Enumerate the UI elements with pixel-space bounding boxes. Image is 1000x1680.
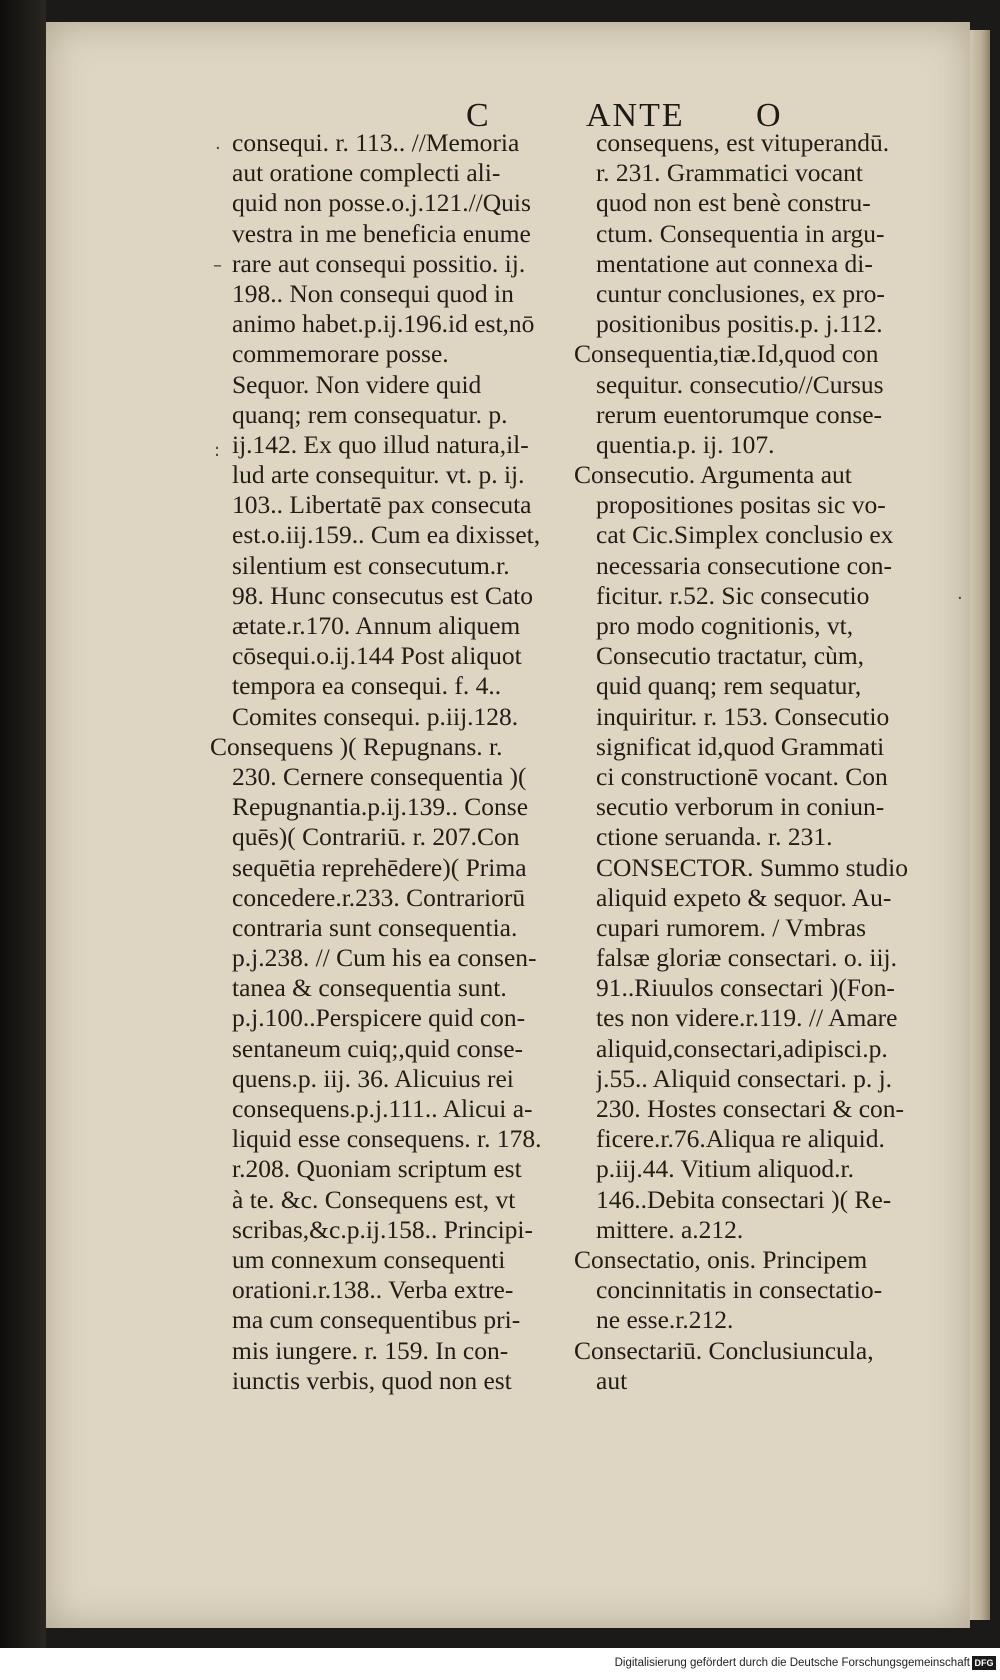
text-line: falsæ gloriæ consectari. o. iij. (596, 943, 897, 973)
text-line: 146..Debita consectari )( Re- (596, 1184, 892, 1214)
text-line: 198.. Non consequi quod in (232, 278, 514, 308)
text-line: 98. Hunc consecutus est Cato (232, 580, 533, 610)
text-line: ficere.r.76.Aliqua re aliquid. (596, 1124, 885, 1154)
scan-left-border (0, 0, 46, 1680)
text-line: aliquid,consectari,adipisci.p. (596, 1033, 888, 1063)
text-line: consequens.p.j.111.. Alicui a- (232, 1094, 533, 1123)
text-line: tes non videre.r.119. // Amare (596, 1003, 898, 1033)
text-line: quens.p. iij. 36. Alicuius rei (232, 1063, 514, 1093)
text-line: 103.. Libertatē pax consecuta (232, 490, 532, 520)
text-line: scribas,&c.p.ij.158.. Principi- (232, 1214, 533, 1244)
text-line: aut oratione complecti ali- (232, 158, 501, 188)
header-word-ante: ANTE (586, 97, 685, 134)
text-line: mis iungere. r. 159. In con- (232, 1335, 509, 1365)
text-line: liquid esse consequens. r. 178. (232, 1124, 542, 1154)
text-line: Consequentia,tiæ.Id,quod con (574, 339, 879, 369)
text-line: Sequor. Non videre quid (232, 369, 482, 399)
text-line: cōsequi.o.ij.144 Post aliquot (232, 641, 522, 671)
text-line: quēs)( Contrariū. r. 207.Con (232, 822, 520, 852)
text-line: ætate.r.170. Annum aliquem (232, 611, 521, 640)
text-line: aliquid expeto & sequor. Au- (596, 882, 892, 912)
text-line: ctione seruanda. r. 231. (596, 822, 833, 852)
text-line: quid non posse.o.j.121.//Quis (232, 188, 531, 218)
text-line: necessaria consecutione con- (596, 550, 892, 580)
text-line: iunctis verbis, quod non est (232, 1365, 512, 1395)
text-line: Repugnantia.p.ij.139.. Conse (232, 792, 529, 822)
text-line: cuntur conclusiones, ex pro- (596, 278, 885, 308)
text-line: um connexum consequenti (232, 1244, 506, 1274)
text-line: 230. Cernere consequentia )( (232, 761, 527, 791)
text-line: rerum euentorumque conse- (596, 399, 883, 429)
text-line: Consecutio. Argumenta aut (574, 460, 852, 490)
text-line: est.o.iij.159.. Cum ea dixisset, (232, 520, 541, 550)
text-line: Consectariū. Conclusiuncula, (574, 1335, 874, 1365)
text-line: positionibus positis.p. j.112. (596, 309, 883, 339)
text-line: quanq; rem consequatur. p. (232, 399, 508, 429)
dfg-logo: DFG (972, 1656, 996, 1670)
text-line: 91..Riuulos consectari )(Fon- (596, 973, 895, 1003)
text-line: p.j.238. // Cum his ea consen- (232, 943, 537, 973)
header-letter-c: C (466, 97, 491, 134)
digitization-footer (0, 1648, 1000, 1680)
text-line: tempora ea consequi. f. 4.. (232, 671, 502, 701)
header-letter-o: O (756, 97, 783, 134)
text-line: orationi.r.138.. Verba extre- (232, 1275, 514, 1305)
text-line: quentia.p. ij. 107. (596, 429, 775, 459)
text-line: pro modo cognitionis, vt, (596, 611, 854, 640)
text-line: sequētia reprehēdere)( Prima (232, 852, 527, 882)
text-line: à te. &c. Consequens est, vt (232, 1184, 516, 1214)
margin-mark: – (213, 255, 222, 276)
text-line: 230. Hostes consectari & con- (596, 1094, 905, 1123)
text-line: Consecutio tractatur, cùm, (596, 641, 865, 671)
text-line: inquiritur. r. 153. Consecutio (596, 701, 890, 731)
text-line: ma cum consequentibus pri- (232, 1305, 521, 1335)
text-line: concinnitatis in consectatio- (596, 1275, 883, 1305)
margin-mark: : (214, 440, 221, 461)
text-line: commemorare posse. (232, 339, 449, 369)
text-line: animo habet.p.ij.196.id est,nō (232, 309, 535, 339)
text-line: vestra in me beneficia enume (232, 218, 531, 248)
text-line: Consequens )( Repugnans. r. (210, 731, 503, 761)
text-line: lud arte consequitur. vt. p. ij. (232, 460, 525, 490)
text-line: silentium est consecutum.r. (232, 550, 510, 580)
text-line: p.j.100..Perspicere quid con- (232, 1003, 526, 1033)
text-line: quod non est benè constru- (596, 188, 871, 218)
text-line: mittere. a.212. (596, 1214, 744, 1244)
text-line: j.55.. Aliquid consectari. p. j. (596, 1063, 893, 1093)
footer-credit: Digitalisierung gefördert durch die Deutsche Forschungsgemeinschaft (614, 1657, 970, 1669)
page-edge (970, 30, 990, 1620)
text-line: cat Cic.Simplex conclusio ex (596, 520, 894, 550)
text-line: Comites consequi. p.iij.128. (232, 701, 519, 731)
text-line: r. 231. Grammatici vocant (596, 158, 863, 188)
text-line: secutio verborum in coniun- (596, 792, 885, 822)
text-line: ctum. Consequentia in argu- (596, 218, 885, 248)
text-line: p.iij.44. Vitium aliquod.r. (596, 1154, 854, 1184)
text-line: propositiones positas sic vo- (596, 490, 886, 520)
margin-mark: · (957, 588, 963, 609)
text-line: ij.142. Ex quo illud natura,il- (232, 429, 529, 459)
text-line: tanea & consequentia sunt. (232, 973, 507, 1003)
text-line: sequitur. consecutio//Cursus (596, 369, 884, 399)
text-line: contraria sunt consequentia. (232, 912, 518, 942)
text-line: ne esse.r.212. (596, 1305, 734, 1335)
text-line: quid quanq; rem sequatur, (596, 671, 862, 701)
text-line: mentatione aut connexa di- (596, 248, 873, 278)
text-line: concedere.r.233. Contrariorū (232, 882, 526, 912)
text-line: consequens, est vituperandū. (596, 128, 890, 157)
text-line: consequi. r. 113.. //Memoria (232, 128, 520, 157)
text-line: significat id,quod Grammati (596, 731, 885, 761)
text-line: Consectatio, onis. Principem (574, 1244, 868, 1274)
right-column (574, 128, 960, 1396)
text-line: cupari rumorem. / Vmbras (596, 912, 867, 942)
text-line: ci constructionē vocant. Con (596, 761, 888, 791)
margin-mark: · (215, 138, 221, 159)
text-line: rare aut consequi possitio. ij. (232, 248, 526, 278)
text-line: aut (596, 1365, 628, 1395)
left-column (210, 128, 592, 1396)
text-line: r.208. Quoniam scriptum est (232, 1154, 522, 1184)
text-line: ficitur. r.52. Sic consecutio (596, 580, 870, 610)
text-line: sentaneum cuiq;,quid conse- (232, 1033, 524, 1063)
text-line: CONSECTOR. Summo studio (596, 852, 908, 882)
